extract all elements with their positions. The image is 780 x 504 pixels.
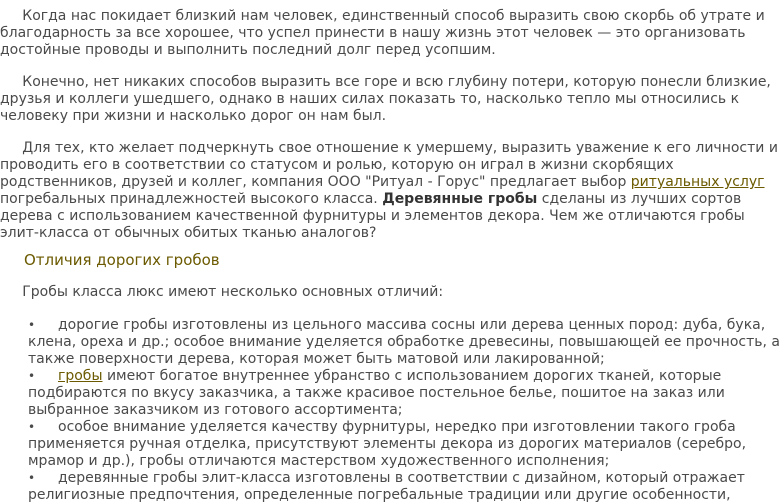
paragraph-3-text: погребальных принадлежностей высокого класса. — [0, 191, 383, 207]
intro-line: Гробы класса люкс имеют несколько основных отличий: — [0, 284, 444, 300]
paragraph-3-text: родственников, друзей и коллег, компания ООО "Ритуал - Горус" предлагает выбор — [0, 174, 631, 190]
paragraph-3-line-1: Для тех, кто желает подчеркнуть свое отношение к умершему, выразить уважение к его личности и — [0, 140, 778, 156]
list-item-4-line-2: религиозные предпочтения, определенные погребальные традиции или другие особенности, — [28, 487, 731, 503]
paragraph-2-line-1: Конечно, нет никаких способов выразить все горе и всю глубину потери, которую понесли близкие, — [0, 74, 771, 90]
paragraph-3-text: сделаны из лучших сортов — [537, 191, 742, 207]
list-item-3-line-1: особое внимание уделяется качеству фурнитуры, нередко при изготовлении такого гроба — [58, 419, 736, 435]
bullet-icon: • — [28, 420, 36, 434]
list-item-3-line-2: применяется ручная отделка, присутствуют элементы декора из дорогих материалов (серебро, — [28, 436, 747, 452]
paragraph-2-line-3: человеку при жизни и насколько дорог он нам был. — [0, 108, 387, 124]
wooden-coffins-bold: Деревянные гробы — [382, 191, 538, 207]
paragraph-1-line-2: благодарность за все хорошее, что успел принести в нашу жизнь этот человек — это организовать — [0, 25, 746, 41]
coffins-link[interactable]: гробы — [58, 368, 103, 384]
paragraph-2-line-2: друзья и коллеги ушедшего, однако в наших силах показать то, насколько тепло мы относились к — [0, 91, 740, 107]
ritual-services-link[interactable]: ритуальных услуг — [630, 174, 765, 190]
paragraph-1-line-1: Когда нас покидает близкий нам человек, единственный способ выразить свою скорбь об утрате и — [0, 8, 765, 24]
paragraph-3-line-4 — [0, 191, 741, 208]
list-item-2-line-2: подбираются по вкусу заказчика, а также красивое постельное белье, пошитое на заказ или — [28, 385, 725, 401]
bullet-icon: • — [28, 471, 36, 485]
paragraph-3-line-6: элит-класса от обычных обитых тканью аналогов? — [0, 225, 377, 241]
paragraph-3-line-5: дерева с использованием качественной фурнитуры и элементов декора. Чем же отличаются гробы — [0, 208, 745, 224]
list-item-2-line-1 — [58, 368, 721, 385]
list-item-1-line-3: также поверхности дерева, которая может быть матовой или лакированной; — [28, 351, 605, 367]
list-item-1-line-2: клена, ореха и др.; особое внимание уделяется обработке древесины, повышающей ее прочность, а — [28, 334, 780, 350]
list-item-2-text: имеют богатое внутреннее убранство с использованием дорогих тканей, которые — [102, 368, 722, 384]
bullet-icon: • — [28, 318, 36, 332]
list-item-3-line-3: мрамор и др.), гробы отличаются мастерством художественного исполнения; — [28, 453, 610, 469]
bullet-icon: • — [28, 369, 36, 383]
list-item-1-line-1: дорогие гробы изготовлены из цельного массива сосны или дерева ценных пород: дуба, бука, — [58, 317, 766, 333]
paragraph-3-line-2: проводить его в соответствии со статусом и ролью, которую он играл в жизни скорбящих — [0, 157, 674, 173]
section-heading: Отличия дорогих гробов — [24, 251, 220, 269]
list-item-4-line-1: деревянные гробы элит-класса изготовлены в соответствии с дизайном, который отражает — [58, 470, 745, 486]
paragraph-3-line-3 — [0, 174, 765, 191]
list-item-2-line-3: выбранное заказчиком из готового ассортимента; — [28, 402, 403, 418]
paragraph-1-line-3: достойные проводы и выполнить последний долг перед усопшим. — [0, 42, 496, 58]
